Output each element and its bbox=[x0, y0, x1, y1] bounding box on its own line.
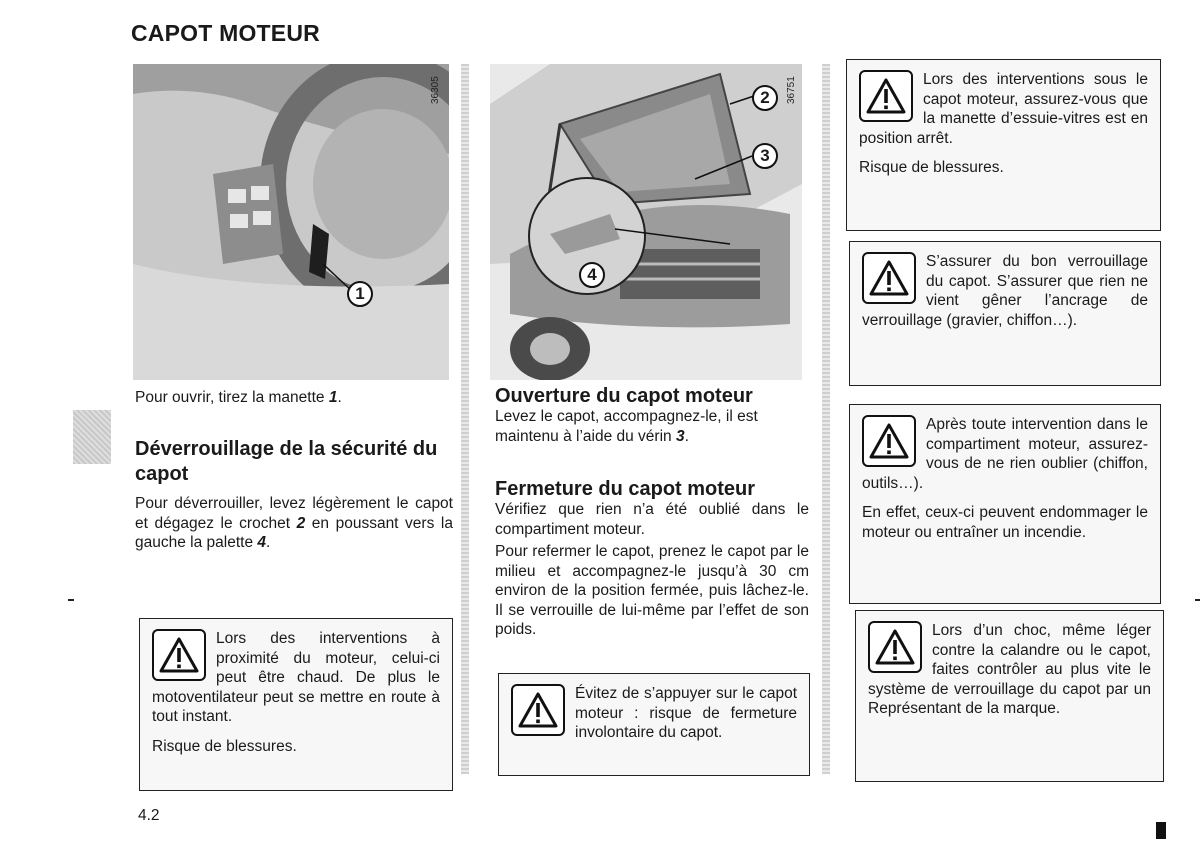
warning-text: Risque de blessures. bbox=[152, 737, 297, 755]
section-heading-unlock: Déverrouillage de la sécurité du capot bbox=[135, 438, 438, 485]
warning-text: Lors des interventions à proximité du moteur, celui-ci peut être chaud. De plus le motoventilateur peut se mettre en route à tout instant. bbox=[152, 630, 440, 725]
warning-engine-hot bbox=[139, 618, 453, 791]
column-divider bbox=[822, 64, 830, 774]
figure-caption: Pour ouvrir, tirez la manette 1. bbox=[135, 389, 342, 406]
column-divider bbox=[461, 64, 469, 774]
warning-triangle-icon bbox=[862, 415, 916, 467]
opening-paragraph: Levez le capot, accompagnez-le, il est maintenu à l’aide du vérin 3. bbox=[495, 408, 758, 445]
warning-impact bbox=[855, 610, 1164, 782]
page-end-marker bbox=[1156, 822, 1166, 839]
callout-1: 1 bbox=[347, 281, 373, 307]
callout-4: 4 bbox=[579, 262, 605, 288]
car-illustration bbox=[490, 64, 802, 380]
closing-paragraph-1: Vérifiez que rien n’a été oublié dans le compartiment moteur. bbox=[495, 501, 809, 538]
page-title: CAPOT MOTEUR bbox=[131, 20, 320, 46]
figure-hood-open bbox=[490, 64, 802, 380]
callout-2: 2 bbox=[752, 85, 778, 111]
warning-triangle-icon bbox=[152, 629, 206, 681]
unlock-paragraph: Pour déverrouiller, levez légèrement le capot et dégagez le crochet 2 en poussant vers la gauche la palette 4. bbox=[135, 495, 453, 551]
warning-triangle-icon bbox=[862, 252, 916, 304]
margin-mark-right bbox=[1195, 599, 1200, 601]
warning-locking bbox=[849, 241, 1161, 386]
warning-wiper-off bbox=[846, 59, 1161, 231]
section-tab-marker bbox=[73, 410, 111, 464]
warning-triangle-icon bbox=[868, 621, 922, 673]
closing-paragraph-2: Pour refermer le capot, prenez le capot par le milieu et accompagnez-le jusqu’à 30 cm environ de la position fermée, puis lâchez-le. Il se verrouille de lui-même par l’effet de son poids. bbox=[495, 543, 809, 638]
warning-triangle-icon bbox=[511, 684, 565, 736]
callout-3: 3 bbox=[752, 143, 778, 169]
warning-text: Après toute intervention dans le compartiment moteur, assurez-vous de ne rien oublier (chiffon, outils…). bbox=[862, 416, 1148, 492]
warning-text: En effet, ceux-ci peuvent endommager le moteur ou entraîner un incendie. bbox=[862, 504, 1148, 541]
margin-mark-left bbox=[68, 599, 74, 601]
interior-illustration bbox=[133, 64, 449, 380]
figure-hood-release-lever bbox=[133, 64, 449, 380]
warning-text: Évitez de s’appuyer sur le capot moteur : risque de fermeture involontaire du capot. bbox=[575, 685, 797, 741]
figure-code-1: 36305 bbox=[430, 76, 441, 104]
warning-text: Lors d’un choc, même léger contre la calandre ou le capot, faites contrôler au plus vite le système de verrouillage du capot par un Représentant de la marque. bbox=[868, 622, 1151, 717]
section-heading-opening: Ouverture du capot moteur bbox=[495, 385, 753, 407]
section-heading-closing: Fermeture du capot moteur bbox=[495, 478, 756, 500]
warning-nothing-left bbox=[849, 404, 1161, 604]
page-number: 4.2 bbox=[138, 807, 160, 824]
figure-code-2: 36751 bbox=[786, 76, 797, 104]
warning-text: Lors des interventions sous le capot moteur, assurez-vous que la manette d’essuie-vitres est en position arrêt. bbox=[859, 71, 1148, 147]
warning-text: S’assurer du bon verrouillage du capot. S’assurer que rien ne vient gêner l’ancrage de verrouillage (gravier, chiffon…). bbox=[862, 253, 1148, 329]
warning-triangle-icon bbox=[859, 70, 913, 122]
warning-text: Risque de blessures. bbox=[859, 159, 1004, 176]
warning-lean-hood bbox=[498, 673, 810, 776]
